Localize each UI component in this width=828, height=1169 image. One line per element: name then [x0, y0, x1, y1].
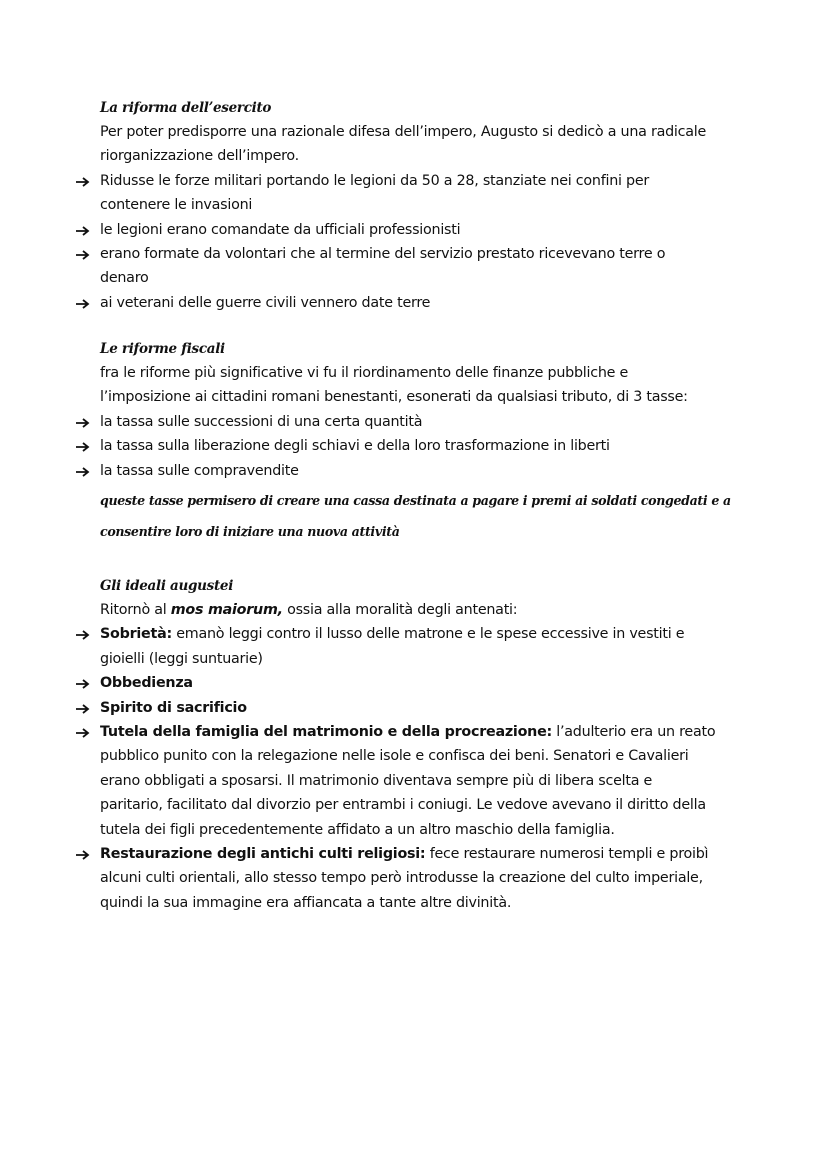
bullet-line: erano formate da volontari che al termine del servizio prestato ricevevano terre o [100, 246, 666, 263]
bullet-text: fece restaurare numerosi templi e proibì [425, 846, 709, 863]
ideals-intro-suffix: ossia alla moralità degli antenati: [282, 602, 518, 618]
bullet-line [100, 622, 760, 646]
army-intro-line-2: riorganizzazione dell’impero. [100, 148, 299, 165]
right-arrow-icon [76, 291, 92, 315]
bullet-line: contenere le invasioni [100, 197, 253, 214]
right-arrow-icon [76, 720, 92, 744]
bullet-bold-term: Sobrietà: [100, 626, 172, 643]
bullet-text: l’adulterio era un reato [551, 724, 716, 741]
list-item [100, 720, 760, 842]
bullet-line: paritario, facilitato dal divorzio per entrambi i coniugi. Le vedove avevano il diritto della [100, 797, 706, 814]
bullet-text: emanò leggi contro il lusso delle matrone e le spese eccessive in vestiti e [171, 626, 685, 643]
list-item [100, 291, 740, 315]
bullet-line [100, 842, 760, 866]
fiscal-bullet-list [100, 410, 740, 483]
right-arrow-icon [76, 671, 92, 695]
ideals-bullet-list [100, 622, 760, 915]
right-arrow-icon [76, 169, 92, 193]
fiscal-note-line-2: consentire loro di iniziare una nuova attività [100, 524, 400, 540]
list-item [100, 218, 740, 242]
bullet-line: la tassa sulla liberazione degli schiavi e della loro trasformazione in liberti [100, 438, 610, 455]
right-arrow-icon [76, 696, 92, 720]
right-arrow-icon [76, 459, 92, 483]
right-arrow-icon [76, 842, 92, 866]
list-item [100, 242, 740, 291]
bullet-bold-term: Tutela della famiglia del matrimonio e della procreazione: [100, 724, 552, 741]
bullet-line: alcuni culti orientali, allo stesso tempo però introdusse la creazione del culto imperiale, [100, 870, 703, 887]
right-arrow-icon [76, 410, 92, 434]
bullet-line [100, 720, 760, 744]
list-item [100, 169, 740, 218]
list-item [100, 842, 760, 915]
right-arrow-icon [76, 434, 92, 458]
bullet-line: la tassa sulle successioni di una certa quantità [100, 413, 423, 430]
list-item [100, 459, 740, 483]
bullet-line: Ridusse le forze militari portando le legioni da 50 a 28, stanziate nei confini per [100, 172, 650, 189]
bullet-bold-term: Spirito di sacrificio [100, 699, 247, 716]
bullet-line: ai veterani delle guerre civili vennero date terre [100, 294, 431, 311]
bullet-line: denaro [100, 270, 149, 287]
ideals-intro [100, 598, 760, 622]
section-heading-ideals: Gli ideali augustei [100, 578, 234, 594]
list-item [100, 410, 740, 434]
right-arrow-icon [76, 622, 92, 646]
right-arrow-icon [76, 218, 92, 242]
bullet-line: le legioni erano comandate da ufficiali professionisti [100, 221, 461, 238]
fiscal-note-line-1: queste tasse permisero di creare una cassa destinata a pagare i premi ai soldati congedati e a [100, 493, 731, 509]
section-fiscal-reform [100, 339, 740, 548]
right-arrow-icon [76, 242, 92, 266]
bullet-line: quindi la sua immagine era affiancata a tante altre divinità. [100, 894, 512, 911]
bullet-line: la tassa sulle compravendite [100, 462, 299, 479]
bullet-bold-term: Obbedienza [100, 675, 193, 692]
list-item [100, 671, 760, 695]
section-heading-army: La riforma dell’esercito [100, 100, 272, 116]
fiscal-intro-line-1: fra le riforme più significative vi fu il riordinamento delle finanze pubbliche e [100, 365, 629, 381]
mos-maiorum-term: mos maiorum, [170, 602, 283, 618]
bullet-line [100, 671, 760, 695]
section-augustan-ideals [100, 576, 760, 915]
army-intro-line-1: Per poter predisporre una razionale difesa dell’impero, Augusto si dedicò a una radicale [100, 124, 707, 140]
bullet-line: gioielli (leggi suntuarie) [100, 650, 263, 667]
bullet-line: erano obbligati a sposarsi. Il matrimonio diventava sempre più di libera scelta e [100, 772, 653, 789]
bullet-bold-term: Restaurazione degli antichi culti religiosi: [100, 846, 426, 863]
bullet-line [100, 696, 760, 720]
ideals-intro-prefix: Ritornò al [100, 602, 171, 618]
list-item [100, 622, 760, 671]
section-heading-fiscal: Le riforme fiscali [100, 341, 225, 357]
army-bullet-list [100, 169, 740, 315]
bullet-line: pubblico punito con la relegazione nelle isole e confisca dei beni. Senatori e Cavalieri [100, 748, 689, 765]
fiscal-intro-line-2: l’imposizione ai cittadini romani benestanti, esonerati da qualsiasi tributo, di 3 tasse: [100, 389, 688, 406]
section-army-reform [100, 98, 740, 315]
list-item [100, 434, 740, 458]
bullet-line: tutela dei figli precedentemente affidato a un altro maschio della famiglia. [100, 821, 615, 838]
list-item [100, 696, 760, 720]
